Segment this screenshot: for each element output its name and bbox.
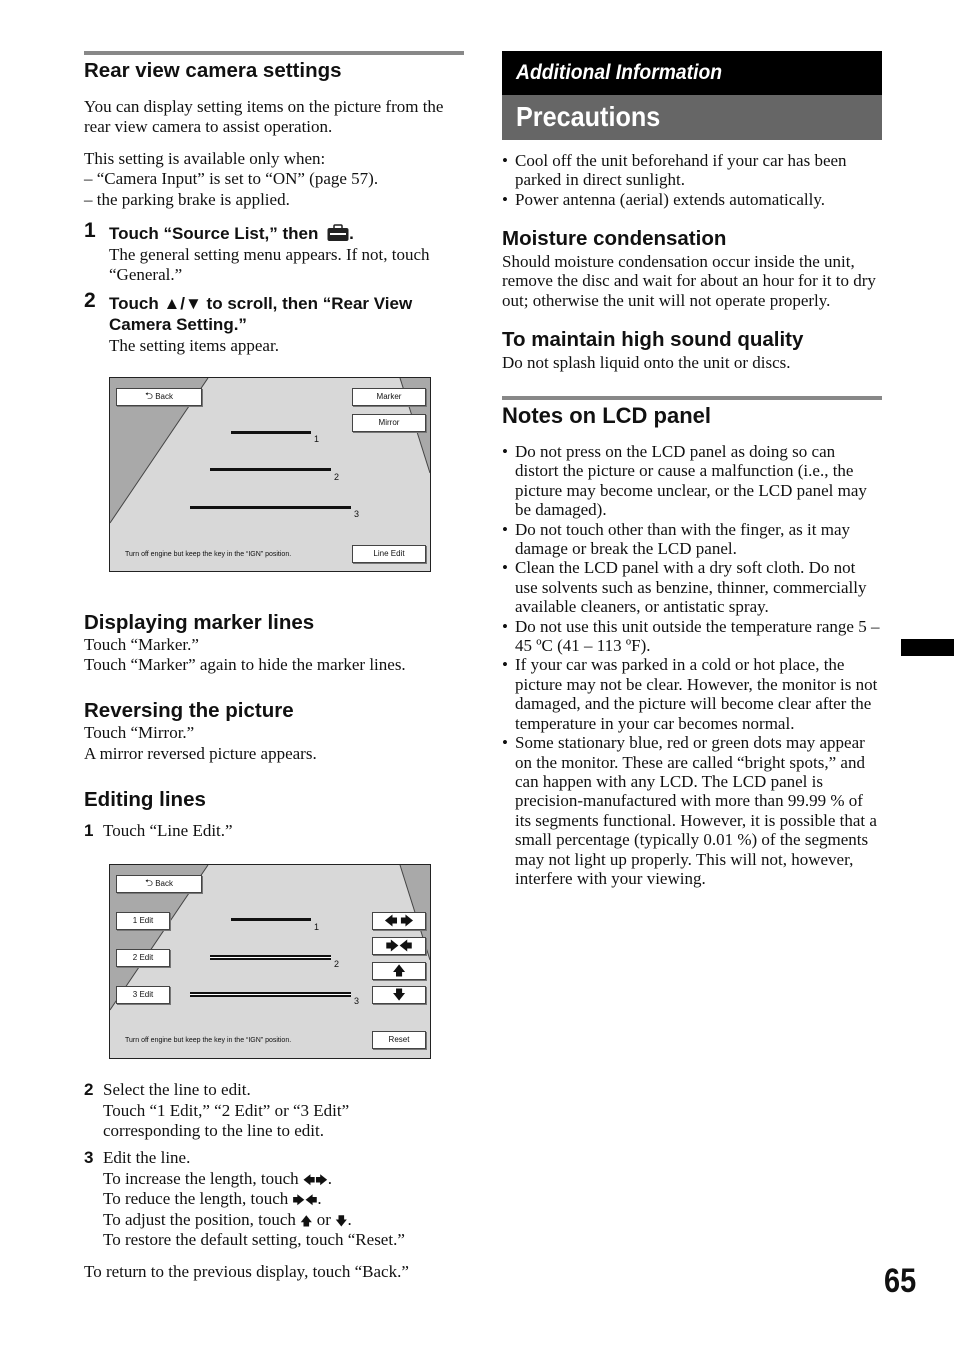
edit-step-3-c: To reduce the length, touch 🡆🡄.: [103, 1189, 322, 1208]
marker-line-2-label: 2: [334, 959, 340, 969]
chapter-tab-marker: [901, 639, 954, 656]
list-item: • Cool off the unit beforehand if your car has been parked in direct sunlight.: [502, 151, 882, 190]
marker-line-1: [231, 918, 311, 921]
back-button[interactable]: ⮌ Back: [116, 388, 202, 406]
list-item: • Clean the LCD panel with a dry soft cloth. Do not use solvents such as benzine, thinner, commercially available cleaners, or antistatic spray.: [502, 558, 882, 616]
marker-text-1: Touch “Marker.”: [84, 635, 199, 654]
avail-head: This setting is available only when:: [84, 149, 326, 168]
editing-title: Editing lines: [84, 788, 206, 811]
sound-quality-body: Do not splash liquid onto the unit or discs.: [502, 353, 791, 372]
step-1-heading: Touch “Source List,” then .: [109, 223, 464, 247]
arrow-left-icon: 🡄: [399, 938, 413, 953]
marker-line-2: [210, 468, 331, 471]
edit-3-button[interactable]: 3 Edit: [116, 986, 170, 1004]
list-item: • Do not press on the LCD panel as doing so can distort the picture or cause a malfunction (i.e., the picture may become unclear, or the LCD panel may be damaged).: [502, 442, 882, 520]
back-button[interactable]: ⮌ Back: [116, 875, 202, 893]
line-edit-screen: [109, 864, 431, 1059]
list-item: • Power antenna (aerial) extends automatically.: [502, 190, 882, 209]
edit-step-3-a: Edit the line.: [103, 1148, 191, 1167]
edit-1-button[interactable]: 1 Edit: [116, 912, 170, 930]
marker-line-3: [190, 992, 351, 995]
edit-step-3-b: To increase the length, touch 🡄🡆.: [103, 1169, 332, 1188]
arrow-right-icon: 🡆: [315, 1173, 328, 1187]
marker-line-3-label: 3: [354, 996, 360, 1006]
edit-2-button[interactable]: 2 Edit: [116, 949, 170, 967]
avail-item-1: – “Camera Input” is set to “ON” (page 57).: [84, 169, 379, 188]
rear-camera-screen: [109, 377, 431, 572]
increase-length-button[interactable]: [372, 912, 426, 930]
arrow-right-icon: 🡆: [385, 938, 399, 953]
reverse-text-2: A mirror reversed picture appears.: [84, 744, 317, 763]
edit-step-2-number: 2: [84, 1080, 94, 1099]
moisture-body: Should moisture condensation occur inside the unit, remove the disc and wait for about an hour for it to dry out; otherwise the unit will not operate properly.: [502, 252, 876, 310]
arrow-right-icon: 🡆: [400, 913, 414, 928]
back-arrow-icon: ⮌: [144, 391, 153, 402]
move-down-button[interactable]: [372, 986, 426, 1004]
edit-step-2-b: Touch “1 Edit,” “2 Edit” or “3 Edit” corresponding to the line to edit.: [103, 1101, 350, 1140]
reverse-text-1: Touch “Mirror.”: [84, 723, 195, 742]
step-1-number: 1: [84, 219, 96, 242]
edit-step-2-a: Select the line to edit.: [103, 1080, 251, 1099]
marker-line-3-label: 3: [354, 509, 360, 519]
line-edit-button[interactable]: Line Edit: [352, 545, 426, 563]
ign-note: Turn off engine but keep the key in the “IGN” position.: [125, 551, 292, 558]
marker-line-1: [231, 431, 311, 434]
move-up-button[interactable]: [372, 962, 426, 980]
arrow-left-icon: 🡄: [304, 1193, 318, 1207]
arrow-up-icon: 🡅: [300, 1214, 313, 1228]
page-number: 65: [884, 1262, 917, 1300]
marker-button[interactable]: Marker: [352, 388, 426, 406]
reversing-title: Reversing the picture: [84, 699, 294, 722]
edit-step-1: Touch “Line Edit.”: [103, 821, 233, 840]
marker-lines-title: Displaying marker lines: [84, 611, 315, 634]
marker-line-2: [210, 955, 331, 958]
screen-perspective-shading: [110, 378, 430, 571]
list-item: • Do not use this unit outside the temperature range 5 – 45 ºC (41 – 113 ºF).: [502, 617, 882, 656]
marker-line-1-label: 1: [314, 922, 320, 932]
step-2-number: 2: [84, 289, 96, 312]
section-rule: [502, 396, 882, 400]
ign-note: Turn off engine but keep the key in the “IGN” position.: [125, 1037, 292, 1044]
avail-item-2: – the parking brake is applied.: [84, 190, 290, 209]
edit-step-3-e: To restore the default setting, touch “Reset.”: [103, 1230, 405, 1249]
return-note: To return to the previous display, touch “Back.”: [84, 1262, 409, 1281]
marker-line-2-label: 2: [334, 472, 340, 482]
step-2-body: The setting items appear.: [109, 336, 279, 355]
reset-button[interactable]: Reset: [372, 1031, 426, 1049]
rear-camera-title: Rear view camera settings: [84, 59, 342, 82]
edit-step-3-d: To adjust the position, touch 🡅 or 🡇.: [103, 1210, 352, 1229]
precautions-list: [502, 151, 882, 209]
moisture-title: Moisture condensation: [502, 227, 727, 250]
section-banner-additional-info: [502, 51, 882, 95]
arrow-down-icon: 🡇: [335, 1214, 348, 1228]
marker-line-3: [190, 506, 351, 509]
setting-toolbox-icon: [327, 224, 349, 247]
rear-intro: You can display setting items on the picture from the rear view camera to assist operation.: [84, 97, 444, 136]
section-banner-precautions: [502, 95, 882, 140]
arrow-right-icon: 🡆: [292, 1193, 305, 1207]
sound-quality-title: To maintain high sound quality: [502, 328, 804, 351]
lcd-notes-list: [502, 442, 882, 888]
section-rule: [84, 51, 464, 55]
edit-step-3-number: 3: [84, 1148, 94, 1167]
banner-main-text: Precautions: [516, 101, 661, 132]
list-item: • Some stationary blue, red or green dots may appear on the monitor. These are called “bright spots,” and can happen with any LCD. The LCD panel is precision-manufactured with more than 99.99 % of its segments functional. However, it is possible that a small percentage (typically 0.01 %) of the segments may not light up properly. This will not, however, interfere with your viewing.: [502, 733, 882, 888]
list-item: • Do not touch other than with the finger, as it may damage or break the LCD panel.: [502, 520, 882, 559]
marker-line-1-label: 1: [314, 434, 320, 444]
arrow-down-icon: 🡇: [392, 987, 406, 1002]
mirror-button[interactable]: Mirror: [352, 414, 426, 432]
arrow-left-icon: 🡄: [384, 913, 398, 928]
back-arrow-icon: ⮌: [144, 878, 153, 889]
list-item: • If your car was parked in a cold or hot place, the picture may not be clear. However, the monitor is not damaged, and the picture will become clear after the temperature in your car becomes normal.: [502, 655, 882, 733]
step-1-heading-text: Touch “Source List,” then: [109, 224, 319, 243]
marker-text-2: Touch “Marker” again to hide the marker lines.: [84, 655, 406, 674]
step-2-heading: Touch ▲/▼ to scroll, then “Rear View Camera Setting.”: [109, 294, 413, 334]
banner-top-text: Additional Information: [516, 61, 723, 84]
reduce-length-button[interactable]: [372, 937, 426, 955]
arrow-left-icon: 🡄: [302, 1173, 316, 1187]
arrow-up-icon: 🡅: [392, 963, 406, 978]
edit-step-1-number: 1: [84, 821, 94, 840]
lcd-notes-title: Notes on LCD panel: [502, 403, 712, 428]
step-1-body: The general setting menu appears. If not, touch “General.”: [109, 245, 430, 284]
